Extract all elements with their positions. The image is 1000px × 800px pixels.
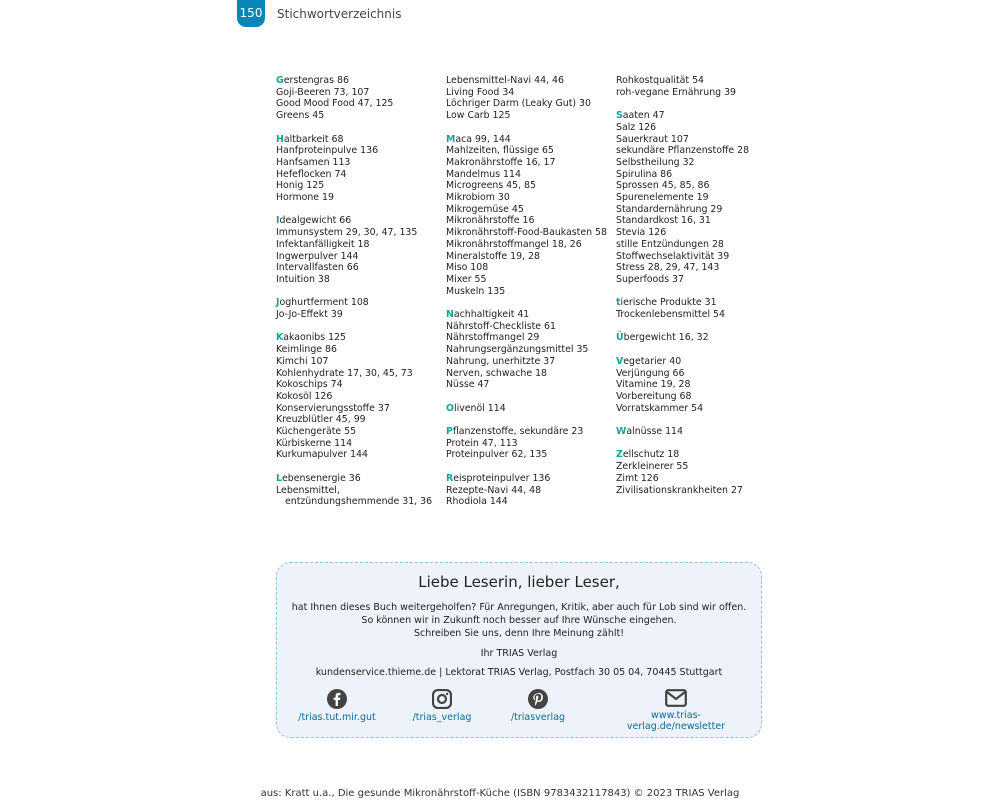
index-entry-text: flanzenstoffe, sekundäre 23	[452, 426, 584, 438]
instagram-icon	[432, 689, 452, 709]
index-entry: Vorbereitung 68	[616, 390, 692, 402]
index-initial-letter: I	[276, 215, 280, 227]
index-entry: Kohlenhydrate 17, 30, 45, 73	[276, 367, 413, 379]
index-entry-text: eisproteinpulver 136	[453, 472, 551, 484]
index-column-3	[616, 75, 749, 508]
index-entry: Protein 47, 113	[446, 437, 518, 449]
box-title: Liebe Leserin, lieber Leser,	[418, 573, 620, 591]
index-entry: Verjüngung 66	[616, 367, 685, 379]
index-entry: Zimt 126	[616, 472, 659, 484]
index-group	[276, 215, 432, 285]
index-initial-letter: R	[446, 472, 454, 484]
facebook-label: /trias.tut.mir.gut	[298, 712, 376, 723]
index-initial-letter: O	[446, 402, 454, 414]
mail-icon	[665, 689, 687, 707]
index-entry: Nahrung, unerhitzte 37	[446, 355, 556, 367]
index-group	[446, 75, 607, 122]
index-entry-text: aca 99, 144	[455, 133, 511, 145]
index-entry: Hormone 19	[276, 192, 334, 204]
box-text-line-2: So können wir in Zukunft noch besser auf Ihre Wünsche eingehen.	[361, 615, 677, 626]
index-entry	[446, 134, 607, 146]
index-group	[616, 75, 749, 98]
index-entry: Kürbiskerne 114	[276, 437, 353, 449]
index-column-1	[276, 75, 432, 520]
index-entry: Kokosöl 126	[276, 390, 333, 402]
index-entry: Kurkumapulver 144	[276, 449, 368, 461]
index-entry: Rohkostqualität 54	[616, 75, 705, 86]
index-group	[616, 426, 749, 438]
index-initial-letter: P	[446, 426, 453, 438]
pinterest-icon	[528, 689, 548, 709]
index-initial-letter: Z	[616, 449, 623, 461]
index-entry-text: akaonibs 125	[283, 332, 347, 344]
index-entry	[616, 449, 749, 461]
index-entry: Vitamine 19, 28	[616, 379, 691, 391]
index-entry-text: ellschutz 18	[622, 449, 680, 461]
box-text-line-1: hat Ihnen dieses Buch weitergeholfen? Für Anregungen, Kritik, aber auch für Lob sind wir offen.	[291, 602, 747, 613]
index-entry	[616, 297, 749, 309]
index-initial-letter: V	[616, 355, 624, 367]
index-entry: Konservierungsstoffe 37	[276, 402, 390, 414]
index-entry: Rhodiola 144	[446, 496, 508, 508]
index-entry: Proteinpulver 62, 135	[446, 449, 548, 461]
index-entry: Nahrungsergänzungsmittel 35	[446, 344, 589, 356]
index-entry	[616, 110, 749, 122]
index-entry: Makronährstoffe 16, 17	[446, 156, 556, 168]
index-entry-text: dealgewicht 66	[279, 215, 352, 227]
index-entry	[446, 403, 607, 415]
index-entry: Mineralstoffe 19, 28	[446, 250, 540, 262]
index-entry: Mixer 55	[446, 273, 487, 285]
index-entry: Rezepte-Navi 44, 48	[446, 484, 542, 496]
index-entry: Ingwerpulver 144	[276, 250, 359, 262]
index-entry	[276, 134, 432, 146]
index-entry: Kokoschips 74	[276, 379, 343, 391]
index-entry-text: achhaltigkeit 41	[453, 309, 530, 321]
index-entry: Intervallfasten 66	[276, 262, 359, 274]
index-entry: Standardkost 16, 31	[616, 215, 711, 227]
index-entry: Lebensmittel,	[276, 484, 340, 496]
index-entry: Kreuzblütler 45, 99	[276, 414, 366, 426]
index-entry: Küchengeräte 55	[276, 426, 357, 438]
index-entry: Löchriger Darm (Leaky Gut) 30	[446, 98, 591, 110]
index-entry: Mikrogemüse 45	[446, 203, 524, 215]
index-entry: Mikronährstoff-Food-Baukasten 58	[446, 227, 607, 239]
index-group	[276, 332, 432, 461]
index-entry: Mandelmus 114	[446, 168, 521, 180]
index-initial-letter: K	[276, 332, 284, 344]
index-entry: Mikronährstoffe 16	[446, 215, 535, 227]
index-entry: Stevia 126	[616, 227, 667, 239]
index-entry: Kimchi 107	[276, 355, 329, 367]
index-initial-letter: L	[276, 472, 282, 484]
box-signature: Ihr TRIAS Verlag	[480, 648, 558, 659]
index-entry: Intuition 38	[276, 273, 330, 285]
index-group	[446, 134, 607, 298]
running-title: Stichwortverzeichnis	[277, 7, 402, 21]
index-group	[616, 110, 749, 286]
facebook-icon	[327, 689, 347, 709]
index-initial-letter: S	[616, 110, 623, 122]
index-entry	[446, 473, 607, 485]
page-number: 150	[237, 0, 265, 27]
index-entry-text: bergewicht 16, 32	[623, 332, 709, 344]
index-group	[446, 309, 607, 391]
index-entry: Good Mood Food 47, 125	[276, 98, 394, 110]
index-entry	[616, 356, 749, 368]
index-initial-letter: Ü	[616, 332, 624, 344]
index-entry: Nährstoff-Checkliste 61	[446, 320, 556, 332]
index-entry	[446, 426, 607, 438]
instagram-label: /trias_verlag	[412, 712, 472, 723]
index-entry: Sauerkraut 107	[616, 133, 689, 145]
index-entry: sekundäre Pflanzenstoffe 28	[616, 145, 750, 157]
index-group	[276, 297, 432, 320]
index-initial-letter: G	[276, 75, 284, 86]
index-entry: Sprossen 45, 85, 86	[616, 180, 710, 192]
index-column-2	[446, 75, 607, 520]
index-entry-text: ierische Produkte 31	[620, 297, 717, 309]
index-entry: Keimlinge 86	[276, 344, 337, 356]
index-entry: Lebensmittel-Navi 44, 46	[446, 75, 564, 86]
index-entry: Zerkleinerer 55	[616, 461, 689, 473]
pinterest-link[interactable]	[503, 689, 573, 723]
index-entry: Zivilisationskrankheiten 27	[616, 484, 743, 496]
index-entry: Miso 108	[446, 262, 489, 274]
index-initial-letter: t	[616, 297, 621, 309]
index-entry: Standardernährung 29	[616, 203, 723, 215]
newsletter-label: www.trias-verlag.de/newsletter	[626, 710, 726, 732]
index-entry: Goji-Beeren 73, 107	[276, 86, 370, 98]
index-entry: Hefeflocken 74	[276, 168, 347, 180]
index-entry: Vorratskammer 54	[616, 402, 704, 414]
index-group	[446, 426, 607, 461]
index-entry: Jo-Jo-Effekt 39	[276, 309, 343, 321]
index-group	[616, 449, 749, 496]
index-group	[276, 75, 432, 122]
index-entry: Low Carb 125	[446, 110, 511, 122]
index-entry: Nerven, schwache 18	[446, 367, 548, 379]
index-entry	[616, 426, 749, 438]
index-entry: Honig 125	[276, 180, 325, 192]
index-entry: Hanfproteinpulve 136	[276, 145, 379, 157]
index-entry-text: erstengras 86	[283, 75, 349, 86]
index-entry: Hanfsamen 113	[276, 156, 351, 168]
index-entry	[276, 215, 432, 227]
index-entry	[276, 473, 432, 485]
index-entry-text: ebensenergie 36	[281, 472, 361, 484]
index-entry-text: egetarier 40	[623, 355, 682, 367]
index-group	[276, 134, 432, 204]
index-group	[616, 356, 749, 415]
index-entry-text: livenöl 114	[453, 402, 506, 414]
index-entry-text: alnüsse 114	[626, 426, 683, 438]
facebook-link[interactable]	[297, 689, 377, 723]
box-contact: kundenservice.thieme.de | Lektorat TRIAS Verlag, Postfach 30 05 04, 70445 Stuttgart	[315, 667, 723, 678]
index-entry: stille Entzündungen 28	[616, 238, 724, 250]
index-group	[446, 473, 607, 508]
index-entry: roh-vegane Ernährung 39	[616, 86, 736, 98]
index-group	[616, 332, 749, 344]
index-entry: Stoffwechselaktivität 39	[616, 250, 730, 262]
index-entry-text: oghurtferment 108	[279, 297, 369, 309]
index-entry: Immunsystem 29, 30, 47, 135	[276, 227, 418, 239]
index-entry: Nährstoffmangel 29	[446, 332, 540, 344]
index-entry: Mikrobiom 30	[446, 192, 510, 204]
index-entry: Selbstheilung 32	[616, 156, 695, 168]
index-entry-text: aaten 47	[622, 110, 665, 122]
index-entry	[616, 332, 749, 344]
newsletter-link[interactable]	[603, 689, 749, 732]
index-group	[276, 473, 432, 508]
index-entry: Spurenelemente 19	[616, 192, 709, 204]
index-initial-letter: W	[616, 426, 627, 438]
index-entry	[276, 297, 432, 309]
box-text-line-3: Schreiben Sie uns, denn Ihre Meinung zählt!	[413, 628, 625, 639]
index-entry: Infektanfälligkeit 18	[276, 238, 370, 250]
pinterest-label: /triasverlag	[510, 712, 566, 723]
index-entry: Microgreens 45, 85	[446, 180, 536, 192]
index-entry: Muskeln 135	[446, 285, 506, 297]
index-entry: Mikronährstoffmangel 18, 26	[446, 238, 582, 250]
index-entry	[276, 332, 432, 344]
index-entry-text: altbarkeit 68	[283, 133, 344, 145]
instagram-link[interactable]	[407, 689, 477, 723]
index-entry: Salz 126	[616, 121, 657, 133]
index-entry: Nüsse 47	[446, 379, 490, 391]
index-entry	[446, 309, 607, 321]
index-entry	[276, 75, 432, 87]
index-initial-letter: N	[446, 309, 454, 321]
reader-feedback-box	[276, 562, 762, 738]
index-entry: entzündungshemmende 31, 36	[285, 496, 433, 508]
index-initial-letter: J	[276, 297, 280, 309]
index-entry: Trockenlebensmittel 54	[616, 309, 725, 321]
index-entry: Living Food 34	[446, 86, 515, 98]
index-group	[616, 297, 749, 320]
index-group	[446, 403, 607, 415]
index-entry: Superfoods 37	[616, 273, 684, 285]
index-initial-letter: M	[446, 133, 456, 145]
index-entry: Mahlzeiten, flüssige 65	[446, 145, 554, 157]
index-entry: Spirulina 86	[616, 168, 673, 180]
index-initial-letter: H	[276, 133, 284, 145]
index-entry: Greens 45	[276, 110, 325, 122]
source-footer: aus: Kratt u.a., Die gesunde Mikronährstoff-Küche (ISBN 9783432117843) © 2023 TRIAS Verlag	[260, 788, 740, 799]
index-entry: Stress 28, 29, 47, 143	[616, 262, 720, 274]
